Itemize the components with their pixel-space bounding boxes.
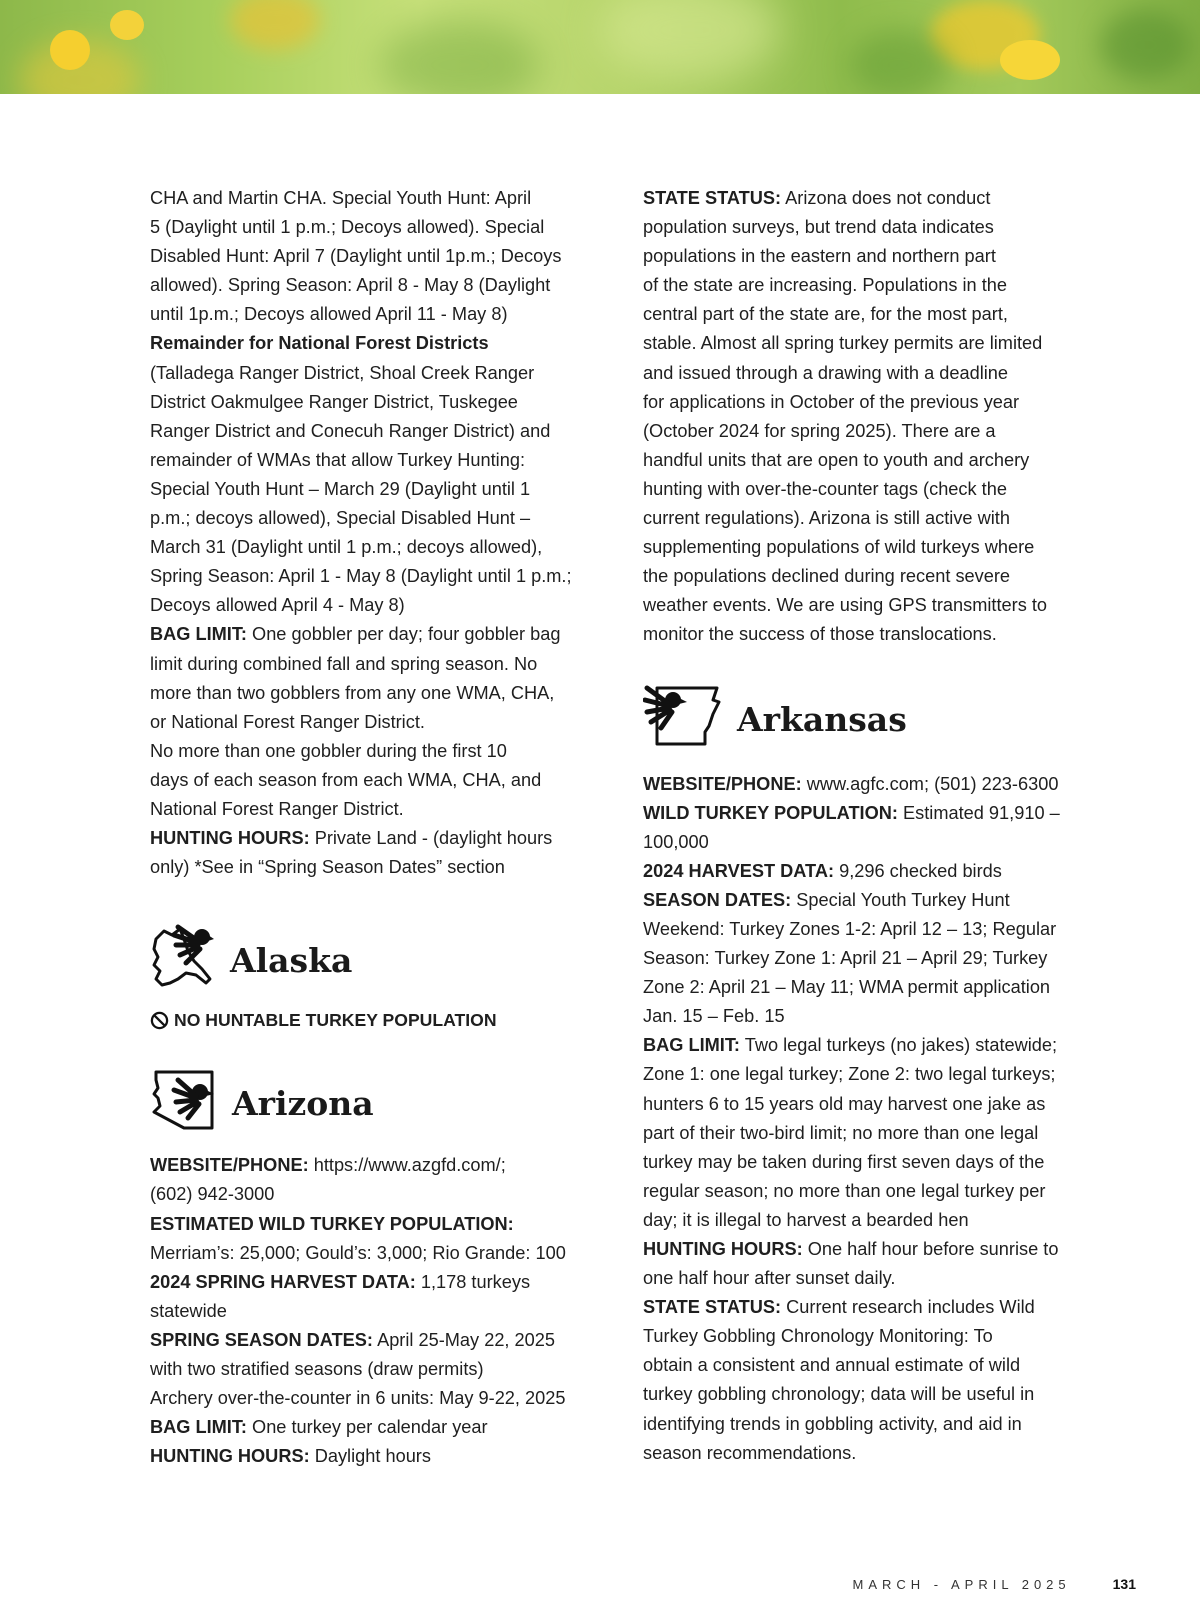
left-column [150, 184, 600, 1471]
leaf-blob [600, 0, 780, 80]
intro-line: 5 (Daylight until 1 p.m.; Decoys allowed). Special [150, 217, 545, 238]
status-line: central part of the state are, for the most part, [643, 304, 1008, 325]
season-value: Special Youth Turkey Hunt [796, 889, 1010, 910]
nf-line: p.m.; decoys allowed), Special Disabled Hunt – [150, 508, 531, 529]
arizona-heading [150, 1065, 600, 1141]
bag-limit-value: One turkey per calendar year [252, 1417, 488, 1438]
season-value: April 25-May 22, 2025 [377, 1329, 555, 1350]
arizona-turkey-icon [150, 1066, 218, 1141]
status-line: current regulations). Arizona is still active with [643, 508, 1010, 529]
hunting-hours-label: HUNTING HOURS: [150, 828, 310, 849]
arkansas-population-line [643, 799, 1093, 828]
arizona-harvest-line [150, 1268, 600, 1297]
status-line: monitor the success of those translocations. [643, 624, 997, 645]
no-huntable-text: NO HUNTABLE TURKEY POPULATION [174, 1010, 497, 1031]
season-line2: with two stratified seasons (draw permits) [150, 1359, 484, 1379]
status-line: for applications in October of the previous year [643, 391, 1020, 412]
harvest-line2: statewide [150, 1300, 227, 1321]
national-forest-heading: Remainder for National Forest Districts [150, 333, 489, 354]
season-line: Weekend: Turkey Zones 1-2: April 12 – 13; Regular [643, 918, 1057, 939]
arkansas-harvest-line [643, 857, 1093, 886]
spacer [643, 758, 1093, 770]
hours-line: only) *See in “Spring Season Dates” section [150, 857, 505, 878]
flower-blob [110, 10, 144, 40]
harvest-value: 1,178 turkeys [420, 1271, 531, 1292]
nf-line: Decoys allowed April 4 - May 8) [150, 595, 405, 616]
bag-line: days of each season from each WMA, CHA, and [150, 769, 542, 790]
season-line: Zone 2: April 21 – May 11; WMA permit application [643, 977, 1051, 998]
state-status-value: Arizona does not conduct [785, 188, 991, 208]
alaska-title: Alaska [230, 940, 353, 980]
hunting-hours-label: HUNTING HOURS: [643, 1239, 803, 1259]
website-label: WEBSITE/PHONE: [150, 1155, 309, 1176]
harvest-label: 2024 HARVEST DATA: [643, 860, 835, 881]
status-line: turkey gobbling chronology; data will be useful in [643, 1384, 1035, 1405]
arkansas-hours-line [643, 1235, 1093, 1264]
population-label: ESTIMATED WILD TURKEY POPULATION: [150, 1213, 514, 1234]
right-column [643, 184, 1093, 1468]
status-line: supplementing populations of wild turkeys where [643, 537, 1035, 558]
status-line: populations in the eastern and northern part [643, 246, 996, 267]
intro-line: allowed). Spring Season: April 8 - May 8 (Daylight [150, 275, 551, 296]
state-status-label: STATE STATUS: [643, 1297, 782, 1318]
nf-line: Spring Season: April 1 - May 8 (Daylight until 1 p.m.; [150, 566, 572, 587]
bag-line: more than two gobblers from any one WMA, CHA, [150, 682, 555, 703]
intro-line: Disabled Hunt: April 7 (Daylight until 1p.m.; Decoys [150, 246, 562, 267]
hunting-hours-value: Daylight hours [314, 1446, 431, 1467]
nf-line: remainder of WMAs that allow Turkey Hunting: [150, 449, 526, 470]
bag-limit-label: BAG LIMIT: [643, 1035, 740, 1056]
hours-line2: one half hour after sunset daily. [643, 1268, 896, 1289]
hunting-hours-label: HUNTING HOURS: [150, 1446, 310, 1467]
season-line3: Archery over-the-counter in 6 units: May 9-22, 2025 [150, 1388, 566, 1409]
nf-line: Ranger District and Conecuh Ranger District) and [150, 420, 551, 441]
page-footer [853, 1576, 1136, 1592]
website-value: https://www.azgfd.com/; [313, 1155, 506, 1176]
bag-line: Zone 1: one legal turkey; Zone 2: two legal turkeys; [643, 1064, 1056, 1085]
season-line: Season: Turkey Zone 1: April 21 – April 29; Turkey [643, 948, 1048, 969]
alaska-turkey-icon [150, 921, 216, 1000]
status-line: hunting with over-the-counter tags (check the [643, 478, 1007, 499]
bag-limit-label: BAG LIMIT: [150, 624, 247, 645]
status-line: (October 2024 for spring 2025). There are a [643, 420, 996, 441]
bag-line: day; it is illegal to harvest a bearded hen [643, 1209, 969, 1230]
arizona-phone: (602) 942-3000 [150, 1184, 275, 1205]
status-line: season recommendations. [643, 1442, 857, 1463]
header-banner-photo [0, 0, 1200, 94]
status-line: stable. Almost all spring turkey permits are limited [643, 333, 1043, 354]
spacer [150, 882, 600, 922]
population-line2: 100,000 [643, 831, 709, 852]
bag-line: part of their two-bird limit; no more than one legal [643, 1122, 1039, 1143]
page-number: 131 [1112, 1576, 1136, 1592]
population-label: WILD TURKEY POPULATION: [643, 802, 898, 823]
issue-date: MARCH - APRIL 2025 [852, 1576, 1071, 1592]
bag-line: limit during combined fall and spring season. No [150, 653, 538, 674]
bag-line: No more than one gobbler during the first 10 [150, 740, 507, 761]
arkansas-heading [643, 682, 1093, 758]
bag-line: turkey may be taken during first seven days of the [643, 1151, 1045, 1172]
arkansas-status-line [643, 1293, 1093, 1322]
status-line: population surveys, but trend data indicates [643, 217, 994, 238]
arizona-season-line [150, 1326, 600, 1355]
status-line: of the state are increasing. Populations in the [643, 275, 1007, 296]
arizona-status-line [643, 184, 1093, 213]
bag-limit-label: BAG LIMIT: [150, 1417, 247, 1438]
arkansas-title: Arkansas [737, 699, 907, 739]
harvest-label: 2024 SPRING HARVEST DATA: [150, 1271, 416, 1292]
flower-blob [1000, 40, 1060, 80]
bag-limit-value: One gobbler per day; four gobbler bag [252, 624, 561, 645]
season-label: SEASON DATES: [643, 889, 792, 910]
bag-limit-line [150, 620, 600, 649]
nf-line: (Talladega Ranger District, Shoal Creek Ranger [150, 362, 535, 383]
bag-limit-value: Two legal turkeys (no jakes) statewide; [744, 1035, 1058, 1056]
status-line: the populations declined during recent severe [643, 566, 1011, 587]
nf-line: March 31 (Daylight until 1 p.m.; decoys allowed), [150, 537, 543, 558]
no-huntable-notice [150, 1006, 600, 1035]
prohibited-icon [150, 1011, 169, 1030]
status-line: obtain a consistent and annual estimate of wild [643, 1355, 1021, 1376]
arkansas-bag-line [643, 1031, 1093, 1060]
spacer [643, 650, 1093, 682]
bag-line: regular season; no more than one legal turkey per [643, 1180, 1046, 1201]
status-line: weather events. We are using GPS transmitters to [643, 595, 1048, 616]
season-label: SPRING SEASON DATES: [150, 1329, 373, 1350]
season-line: Jan. 15 – Feb. 15 [643, 1006, 785, 1027]
arizona-website-line [150, 1151, 600, 1180]
state-status-label: STATE STATUS: [643, 188, 782, 208]
hunting-hours-value: One half hour before sunrise to [807, 1239, 1059, 1259]
status-line: and issued through a drawing with a deadline [643, 362, 1009, 383]
website-value: www.agfc.com; (501) 223-6300 [806, 773, 1059, 794]
hunting-hours-line [150, 824, 600, 853]
arkansas-turkey-icon [643, 680, 723, 759]
arizona-hours-line [150, 1442, 600, 1471]
flower-blob [230, 0, 320, 50]
arizona-title: Arizona [232, 1083, 374, 1123]
leaf-blob [850, 30, 950, 94]
intro-line: CHA and Martin CHA. Special Youth Hunt: April [150, 188, 532, 208]
arkansas-website-line [643, 770, 1093, 799]
status-line: handful units that are open to youth and archery [643, 449, 1030, 470]
flower-blob [50, 30, 90, 70]
spacer [150, 1141, 600, 1151]
arizona-bag-line [150, 1413, 600, 1442]
website-label: WEBSITE/PHONE: [643, 773, 802, 794]
leaf-blob [1100, 10, 1190, 80]
status-line: Turkey Gobbling Chronology Monitoring: To [643, 1326, 993, 1347]
intro-line: until 1p.m.; Decoys allowed April 11 - May 8) [150, 304, 508, 325]
hunting-hours-value: Private Land - (daylight hours [314, 828, 553, 849]
harvest-value: 9,296 checked birds [839, 860, 1002, 881]
state-status-value: Current research includes Wild [786, 1297, 1035, 1318]
arkansas-season-line [643, 886, 1093, 915]
bag-line: National Forest Ranger District. [150, 798, 404, 819]
bag-line: or National Forest Ranger District. [150, 711, 425, 732]
bag-line: hunters 6 to 15 years old may harvest one jake as [643, 1093, 1046, 1114]
status-line: identifying trends in gobbling activity, and aid in [643, 1413, 1022, 1434]
alaska-heading [150, 922, 600, 998]
spacer [150, 1035, 600, 1065]
population-value: Merriam’s: 25,000; Gould’s: 3,000; Rio Grande: 100 [150, 1242, 566, 1263]
population-value: Estimated 91,910 – [903, 802, 1060, 823]
nf-line: Special Youth Hunt – March 29 (Daylight until 1 [150, 478, 531, 499]
leaf-blob [380, 20, 540, 94]
nf-line: District Oakmulgee Ranger District, Tuskegee [150, 391, 518, 412]
